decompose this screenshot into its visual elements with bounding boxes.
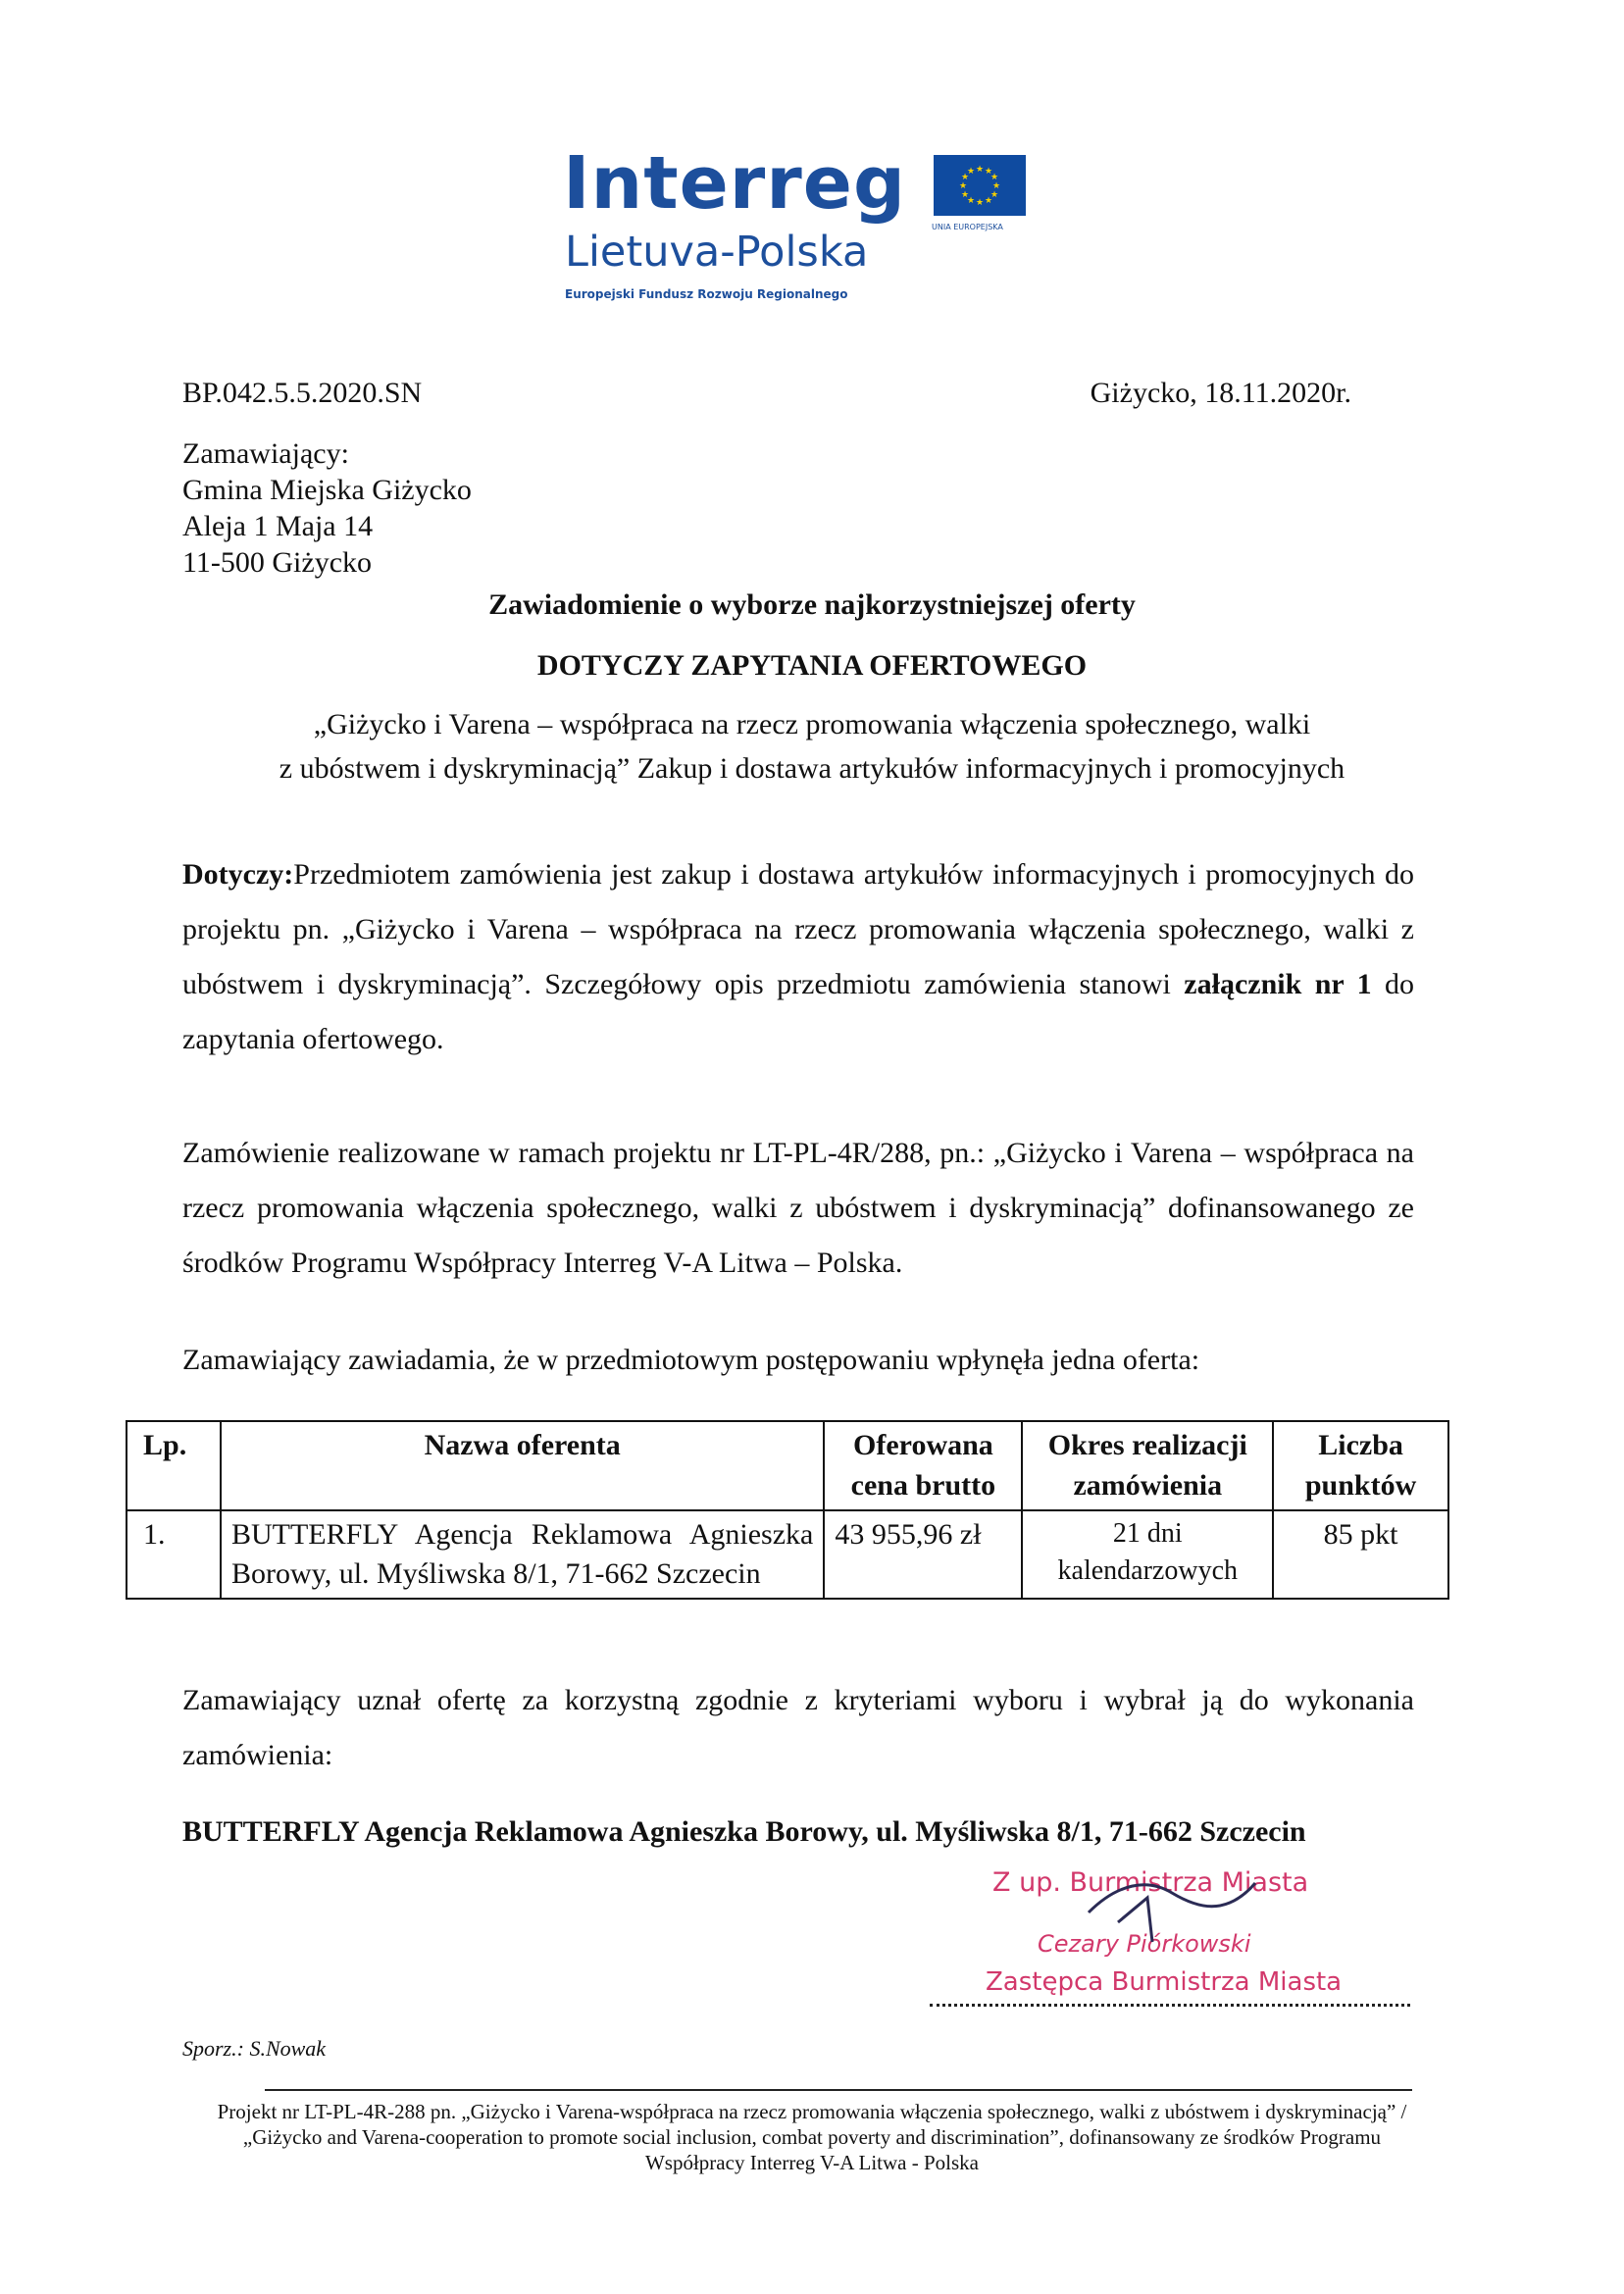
footer-divider (265, 2089, 1412, 2091)
place-date: Giżycko, 18.11.2020r. (1090, 377, 1351, 409)
svg-text:★: ★ (984, 196, 993, 206)
signature-stamp-line-1: Z up. Burmistrza Miasta (992, 1867, 1309, 1898)
ordering-party-street: Aleja 1 Maja 14 (182, 510, 374, 542)
concerns-label: Dotyczy: (182, 858, 294, 891)
signature-stamp-line-2: Cezary Piórkowski (1038, 1930, 1251, 1958)
selection-paragraph: Zamawiający uznał ofertę za korzystną zgodnie z kryteriami wyboru i wybrał ją do wykonania zamówienia: (182, 1684, 1414, 1771)
notice-title: Zawiadomienie o wyborze najkorzystniejszej oferty (488, 588, 1136, 621)
ordering-party-city: 11-500 Giżycko (182, 546, 373, 579)
signature-stamp-line-3: Zastępca Burmistrza Miasta (986, 1967, 1343, 1997)
svg-text:★: ★ (958, 181, 968, 191)
attachment-reference: załącznik nr 1 (1184, 968, 1372, 1000)
offers-notice: Zamawiający zawiadamia, że w przedmiotowym postępowaniu wpłynęła jedna oferta: (182, 1344, 1200, 1376)
column-header-lp: Lp. (127, 1421, 221, 1510)
svg-text:★: ★ (960, 190, 970, 200)
handwritten-signature (1079, 1863, 1265, 1957)
svg-text:★: ★ (975, 198, 985, 208)
column-header-period: Okres realizacji zamówienia (1022, 1421, 1273, 1510)
svg-text:★: ★ (966, 167, 976, 177)
interreg-logo-fund: Europejski Fundusz Rozwoju Regionalnego (565, 287, 848, 301)
eu-label: UNIA EUROPEJSKA (932, 223, 1003, 231)
subject-line-1: „Giżycko i Varena – współpraca na rzecz promowania włączenia społecznego, walki (313, 708, 1311, 740)
concerns-text-2: do zapytania ofertowego. (182, 968, 1415, 1055)
interreg-logo-subtitle: Lietuva-Polska (565, 228, 869, 277)
concerns-text-1: Przedmiotem zamówienia jest zakup i dostawa artykułów informacyjnych i promocyjnych do projektu pn. „Giżycko i Varena – współpraca na rzecz promowania włączenia społecznego, walki z ubóstwem i dyskryminacją”. Szczegółowy opis przedmiotu zamówienia stanowi (182, 858, 1414, 1000)
ordering-party-name: Gmina Miejska Giżycko (182, 474, 472, 506)
footer-project-note: Projekt nr LT-PL-4R-288 pn. „Giżycko i Varena-współpraca na rzecz promowania włączenia społecznego, walki z ubóstwem i dyskryminacją” / „Giżycko and Varena-cooperation to promote social inclusion, combat poverty and discrimination”, dofinansowany ze środków Programu Współpracy Interreg V-A Litwa - Polska (217, 2100, 1407, 2174)
column-header-price: Oferowana cena brutto (824, 1421, 1022, 1510)
signature-dotted-line (930, 2004, 1410, 2007)
cell-price: 43 955,96 zł (824, 1510, 1022, 1599)
offers-table-header (127, 1421, 1448, 1510)
svg-text:★: ★ (984, 167, 993, 177)
cell-name: BUTTERFLY Agencja Reklamowa Agnieszka Borowy, ul. Myśliwska 8/1, 71-662 Szczecin (221, 1510, 824, 1599)
column-header-name: Nazwa oferenta (221, 1421, 824, 1510)
svg-text:★: ★ (960, 173, 970, 182)
prepared-by: Sporz.: S.Nowak (182, 2036, 327, 2061)
subject-line-2: z ubóstwem i dyskryminacją” Zakup i dostawa artykułów informacyjnych i promocyjnych (279, 752, 1345, 785)
interreg-logo-wordmark: Interreg (563, 141, 906, 226)
cell-lp: 1. (127, 1510, 221, 1599)
svg-text:★: ★ (990, 173, 999, 182)
eu-flag-icon (934, 155, 1026, 216)
document-reference: BP.042.5.5.2020.SN (182, 377, 423, 409)
svg-text:★: ★ (991, 181, 1001, 191)
svg-text:★: ★ (966, 196, 976, 206)
column-header-points: Liczba punktów (1273, 1421, 1448, 1510)
offers-table (126, 1420, 1449, 1600)
selected-contractor: BUTTERFLY Agencja Reklamowa Agnieszka Borowy, ul. Myśliwska 8/1, 71-662 Szczecin (182, 1815, 1306, 1848)
concerns-paragraph (182, 847, 1414, 1067)
cell-points: 85 pkt (1273, 1510, 1448, 1599)
project-paragraph: Zamówienie realizowane w ramach projektu nr LT-PL-4R/288, pn.: „Giżycko i Varena – współpraca na rzecz promowania włączenia społecznego, walki z ubóstwem i dyskryminacją” dofinansowanego ze środków Programu Współpracy Interreg V-A Litwa – Polska. (182, 1137, 1414, 1279)
cell-period: 21 dni kalendarzowych (1022, 1510, 1273, 1599)
inquiry-title: DOTYCZY ZAPYTANIA OFERTOWEGO (536, 649, 1088, 682)
svg-text:★: ★ (975, 165, 985, 175)
table-row (127, 1510, 1448, 1599)
ordering-party-label: Zamawiający: (182, 437, 349, 470)
svg-text:★: ★ (990, 190, 999, 200)
